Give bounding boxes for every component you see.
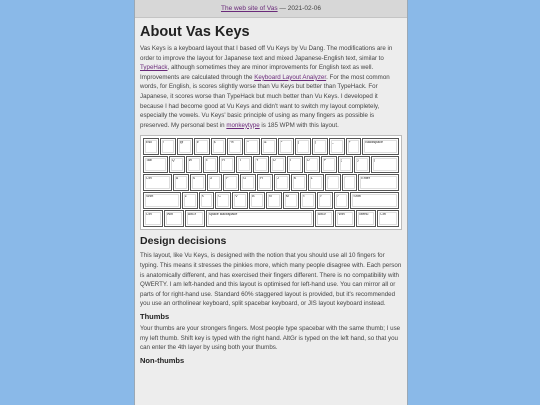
design-paragraph: This layout, like Vu Keys, is designed with the notion that you should use all 10 fingers for typing. This means it stresses the pinkies more, which many people disagree with. Each person is anatomically different, and has exercised their fingers different. There is no compatibility with QWERTY. I am left-handed and this layout is optimised for left-hand use. You can mirror all or parts of for right-hand use. Standard 60% staggered layout is provided, but it's recommended you use an ortholinear keyboard, split spacebar keyboard, or JIS layout keyboard instead.: [140, 252, 402, 308]
key: Shift: [350, 192, 399, 209]
key: Menu: [356, 210, 376, 227]
key: X: [199, 192, 215, 209]
key: }: [354, 156, 370, 173]
monkeytype-link[interactable]: monkeytype: [226, 121, 260, 129]
key: &: [261, 138, 277, 155]
key: Tab: [143, 156, 168, 173]
key: O: [304, 156, 320, 173]
intro-text-4: is 185 WPM with this layout.: [259, 121, 339, 129]
key: Ctrl: [143, 210, 163, 227]
key: B: [249, 192, 265, 209]
key: C: [215, 192, 231, 209]
key: L: [308, 174, 324, 191]
section-heading-design: Design decisions: [140, 235, 227, 248]
keyboard-layout-analyzer-link[interactable]: Keyboard Layout Analyzer: [254, 73, 327, 81]
key: <: [300, 192, 316, 209]
key: J: [274, 174, 290, 191]
key: !: [160, 138, 176, 155]
key: {: [338, 156, 354, 173]
key: S: [190, 174, 206, 191]
key: >: [317, 192, 333, 209]
page-column: [134, 0, 408, 405]
key: W: [186, 156, 202, 173]
key: P: [321, 156, 337, 173]
key: Win: [164, 210, 184, 227]
keyboard-row-1: [143, 138, 399, 155]
key: |: [371, 156, 399, 173]
key: +: [346, 138, 362, 155]
post-date: — 2021-02-06: [277, 5, 321, 12]
key: *: [278, 138, 294, 155]
intro-text-3: . For the most common words, for English, is scores slightly worse than Vu Keys but better than TypeHack. For Japanese, it scores worse than TypeHack but much better than Vu Keys. I developed it because I had become good at Vu Keys and didn't want to switch my layout completely, especially the vowels. Vu Keys' basic principle of using as many fingers as possible is preserved. My personal best in: [140, 73, 390, 129]
key: (: [295, 138, 311, 155]
key: M: [283, 192, 299, 209]
key: V: [232, 192, 248, 209]
key: ": [342, 174, 358, 191]
key: AltGr: [315, 210, 335, 227]
intro-text-2: , although sometimes they are minor improvements for English text as well. Improvements are calculated through the: [140, 64, 374, 81]
intro-paragraph: [140, 44, 402, 130]
key: A: [173, 174, 189, 191]
page-title: About Vas Keys: [140, 24, 250, 40]
key: ^: [244, 138, 260, 155]
thumbs-paragraph: Your thumbs are your strongers fingers. Most people type spacebar with the same thumb; I use my left thumb. Shift key is typed with the right hand. AltGr is typed on the left hand, so that you can enter the 4th layer by using both your thumbs.: [140, 324, 401, 352]
key: G: [240, 174, 256, 191]
key: %: [227, 138, 243, 155]
site-header: [135, 0, 407, 18]
keyboard-layout-diagram: [140, 135, 402, 230]
keyboard-row-3: [143, 174, 399, 191]
site-home-link[interactable]: The web site of Vas: [221, 5, 278, 12]
key: H: [257, 174, 273, 191]
key: K: [291, 174, 307, 191]
key: E: [203, 156, 219, 173]
keyboard-row-2: [143, 156, 399, 173]
section-heading-thumbs: Thumbs: [140, 311, 170, 321]
key: Enter: [358, 174, 399, 191]
key: #: [194, 138, 210, 155]
key: Ctrl: [143, 174, 172, 191]
key: @: [177, 138, 193, 155]
key: ): [312, 138, 328, 155]
typehack-link[interactable]: TypeHack: [140, 64, 168, 72]
key: Q: [169, 156, 185, 173]
key: Backspace: [362, 138, 399, 155]
key: N: [266, 192, 282, 209]
intro-text-1: Vas Keys is a keyboard layout that I based off Vu Keys by Vu Dang. The modifications are in order to improve the layout for Japanese text and mixed Japanese-English text, similar to: [140, 45, 393, 62]
key: T: [236, 156, 252, 173]
keyboard-row-4: [143, 192, 399, 209]
key: R: [219, 156, 235, 173]
key: $: [211, 138, 227, 155]
key: I: [287, 156, 303, 173]
keyboard-row-5: [143, 210, 399, 227]
article: [135, 24, 407, 365]
section-heading-non-thumbs: Non-thumbs: [140, 355, 185, 365]
key: Y: [253, 156, 269, 173]
key: F: [223, 174, 239, 191]
key: D: [207, 174, 223, 191]
key: Z: [182, 192, 198, 209]
key: ?: [334, 192, 350, 209]
key: Shift: [143, 192, 181, 209]
key: Win: [335, 210, 355, 227]
key: Esc: [143, 138, 159, 155]
key: Space Backspace: [206, 210, 314, 227]
key: _: [329, 138, 345, 155]
key: Ctrl: [377, 210, 399, 227]
key: U: [270, 156, 286, 173]
key: AltGr: [185, 210, 205, 227]
key: :: [325, 174, 341, 191]
